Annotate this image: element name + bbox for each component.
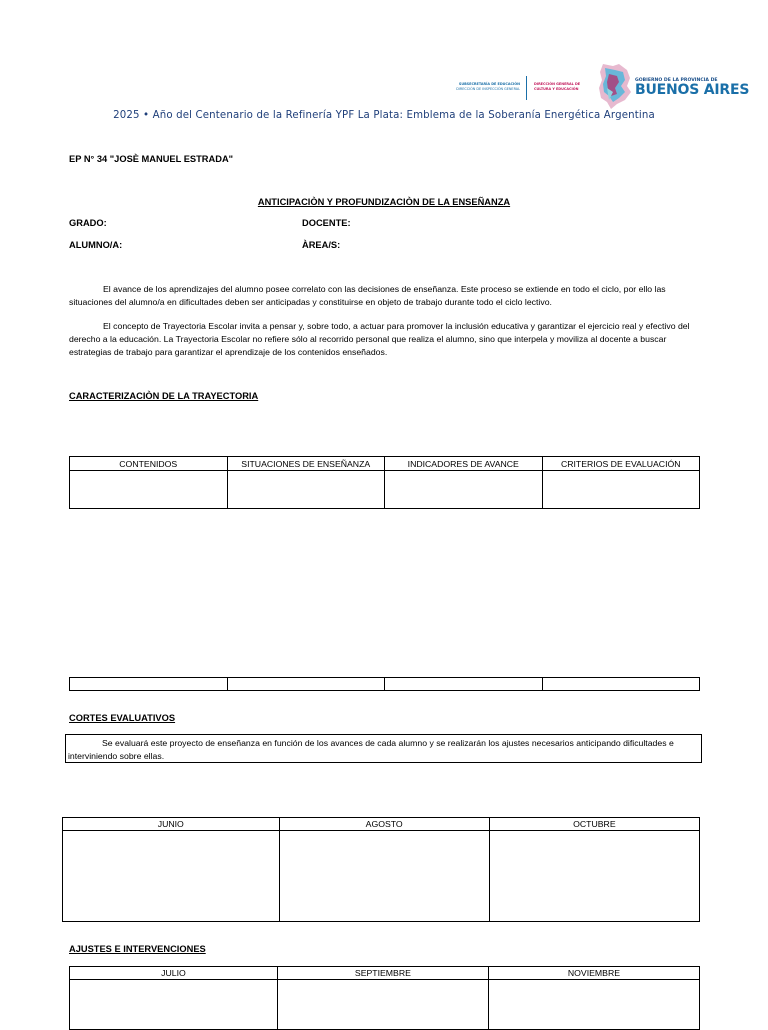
trayectoria-continuation-row [70, 678, 700, 691]
cell-junio[interactable] [63, 831, 280, 922]
ajustes-table [69, 966, 700, 1030]
col-criterios: CRITERIOS DE EVALUACIÓN [542, 457, 700, 471]
subsecretaria-label [448, 82, 520, 91]
trayectoria-heading: CARACTERIZACIÒN DE LA TRAYECTORIA [69, 391, 259, 401]
col-agosto: AGOSTO [279, 818, 489, 831]
cell-noviembre[interactable] [488, 980, 699, 1030]
trayectoria-continuation-table [69, 677, 700, 691]
col-noviembre: NOVIEMBRE [488, 967, 699, 980]
cell-situaciones[interactable] [227, 471, 385, 509]
col-situaciones: SITUACIONES DE ENSEÑANZA [227, 457, 385, 471]
subsecretaria-line1: SUBSECRETARÍA DE EDUCACIÓN [458, 82, 520, 86]
logo-divider [526, 76, 527, 100]
cortes-body-row [63, 831, 700, 922]
school-name: EP N° 34 "JOSÈ MANUEL ESTRADA" [69, 154, 234, 164]
col-septiembre: SEPTIEMBRE [277, 967, 488, 980]
ajustes-header-row [70, 967, 700, 980]
intro-paragraph-2: El concepto de Trayectoria Escolar invita a pensar y, sobre todo, a actuar para promover la inclusión educativa y garantizar el ejercicio real y efectivo del derecho a la educación. La Trayectoria Escolar no refiere sólo al recorrido personal que realiza el alumno, sino que interpela y moviliza al docente a buscar estrategias de trabajo para garantizar el aprendizaje de los contenidos enseñados. [69, 321, 690, 357]
intro-paragraph-1: El avance de los aprendizajes del alumno posee correlato con las decisiones de enseñanza. Este proceso se extiende en todo el ciclo, por ello las situaciones del alumno/a en dificultades deben ser anticipadas y constituirse en objeto de trabajo durante todo el ciclo lectivo. [69, 284, 666, 307]
trayectoria-header-row [70, 457, 700, 471]
cortes-description: Se evaluará este proyecto de enseñanza en función de los avances de cada alumno y se realizarán los ajustes necesarios anticipando dificultades e interviniendo sobre ellas. [65, 734, 702, 763]
document-title: ANTICIPACIÒN Y PROFUNDIZACIÒN DE LA ENSEÑANZA [257, 197, 511, 207]
cont-cell-4[interactable] [542, 678, 700, 691]
cell-julio[interactable] [70, 980, 278, 1030]
cont-cell-1[interactable] [70, 678, 228, 691]
gobierno-label: GOBIERNO DE LA PROVINCIA DE [635, 78, 718, 83]
col-indicadores: INDICADORES DE AVANCE [385, 457, 543, 471]
cell-contenidos[interactable] [70, 471, 228, 509]
cell-septiembre[interactable] [277, 980, 488, 1030]
ajustes-heading: AJUSTES E INTERVENCIONES [69, 944, 206, 954]
centenary-motto: 2025 • Año del Centenario de la Refinería YPF La Plata: Emblema de la Soberanía Energética Argentina [113, 110, 655, 121]
ajustes-body-row [70, 980, 700, 1030]
trayectoria-body-row [70, 471, 700, 509]
col-contenidos: CONTENIDOS [70, 457, 228, 471]
direccion-line2: CULTURA Y EDUCACIÓN [534, 86, 579, 91]
cell-criterios[interactable] [542, 471, 700, 509]
col-octubre: OCTUBRE [489, 818, 699, 831]
province-map-icon [597, 62, 633, 110]
trayectoria-table [69, 456, 700, 509]
alumno-label: ALUMNO/A: [69, 240, 123, 250]
col-julio: JULIO [70, 967, 278, 980]
cell-indicadores[interactable] [385, 471, 543, 509]
direccion-label [534, 82, 594, 91]
cell-agosto[interactable] [279, 831, 489, 922]
docente-label: DOCENTE: [302, 218, 351, 228]
cont-cell-2[interactable] [227, 678, 385, 691]
cont-cell-3[interactable] [385, 678, 543, 691]
col-junio: JUNIO [63, 818, 280, 831]
cell-octubre[interactable] [489, 831, 699, 922]
cortes-heading: CORTES EVALUATIVOS [69, 713, 176, 723]
grado-label: GRADO: [69, 218, 107, 228]
subsecretaria-line2: DIRECCIÓN DE INSPECCIÓN GENERAL [456, 86, 520, 91]
direccion-line1: DIRECCIÓN GENERAL DE [534, 82, 581, 86]
province-name: BUENOS AIRES [635, 82, 750, 98]
cortes-header-row [63, 818, 700, 831]
cortes-table [62, 817, 700, 922]
area-label: ÀREA/S: [302, 240, 341, 250]
